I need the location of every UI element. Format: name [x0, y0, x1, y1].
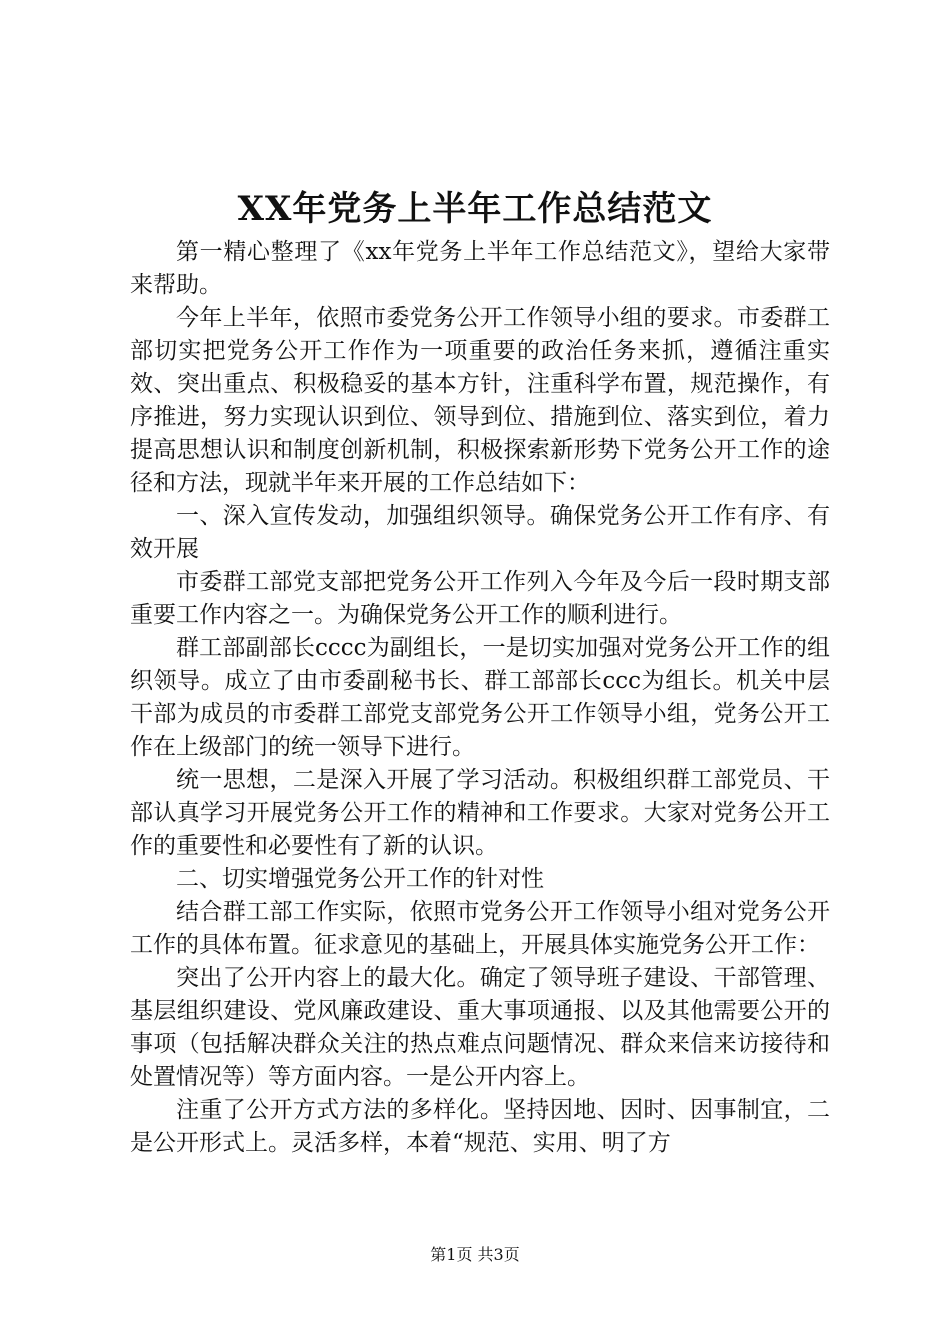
paragraph: 统一思想，二是深入开展了学习活动。积极组织群工部党员、干部认真学习开展党务公开工作的精神和工作要求。大家对党务公开工作的重要性和必要性有了新的认识。	[130, 767, 830, 859]
paragraph: 群工部副部长cccc为副组长，一是切实加强对党务公开工作的组织领导。成立了由市委副秘书长、群工部部长ccc为组长。机关中层干部为成员的市委群工部党支部党务公开工作领导小组，党务公开工作在上级部门的统一领导下进行。	[130, 635, 830, 760]
document-title: XX年党务上半年工作总结范文	[237, 189, 713, 229]
paragraph: 第一精心整理了《xx年党务上半年工作总结范文》，望给大家带来帮助。	[130, 239, 830, 298]
paragraph: 注重了公开方式方法的多样化。坚持因地、因时、因事制宜，二是公开形式上。灵活多样，本着“规范、实用、明了方	[130, 1097, 830, 1156]
document-body	[130, 236, 830, 1160]
section-heading: 一、深入宣传发动，加强组织领导。确保党务公开工作有序、有效开展	[130, 503, 830, 562]
paragraph: 市委群工部党支部把党务公开工作列入今年及今后一段时期支部重要工作内容之一。为确保党务公开工作的顺利进行。	[130, 569, 830, 628]
paragraph: 突出了公开内容上的最大化。确定了领导班子建设、干部管理、基层组织建设、党风廉政建设、重大事项通报、以及其他需要公开的事项（包括解决群众关注的热点难点问题情况、群众来信来访接待和处置情况等）等方面内容。一是公开内容上。	[130, 965, 830, 1090]
paragraph: 结合群工部工作实际，依照市党务公开工作领导小组对党务公开工作的具体布置。征求意见的基础上，开展具体实施党务公开工作：	[130, 899, 830, 958]
page-number-footer: 第1页 共3页	[430, 1245, 520, 1264]
section-heading: 二、切实增强党务公开工作的针对性	[176, 866, 544, 892]
paragraph: 今年上半年，依照市委党务公开工作领导小组的要求。市委群工部切实把党务公开工作作为一项重要的政治任务来抓，遵循注重实效、突出重点、积极稳妥的基本方针，注重科学布置，规范操作，有序推进，努力实现认识到位、领导到位、措施到位、落实到位，着力提高思想认识和制度创新机制，积极探索新形势下党务公开工作的途径和方法，现就半年来开展的工作总结如下：	[130, 305, 830, 496]
